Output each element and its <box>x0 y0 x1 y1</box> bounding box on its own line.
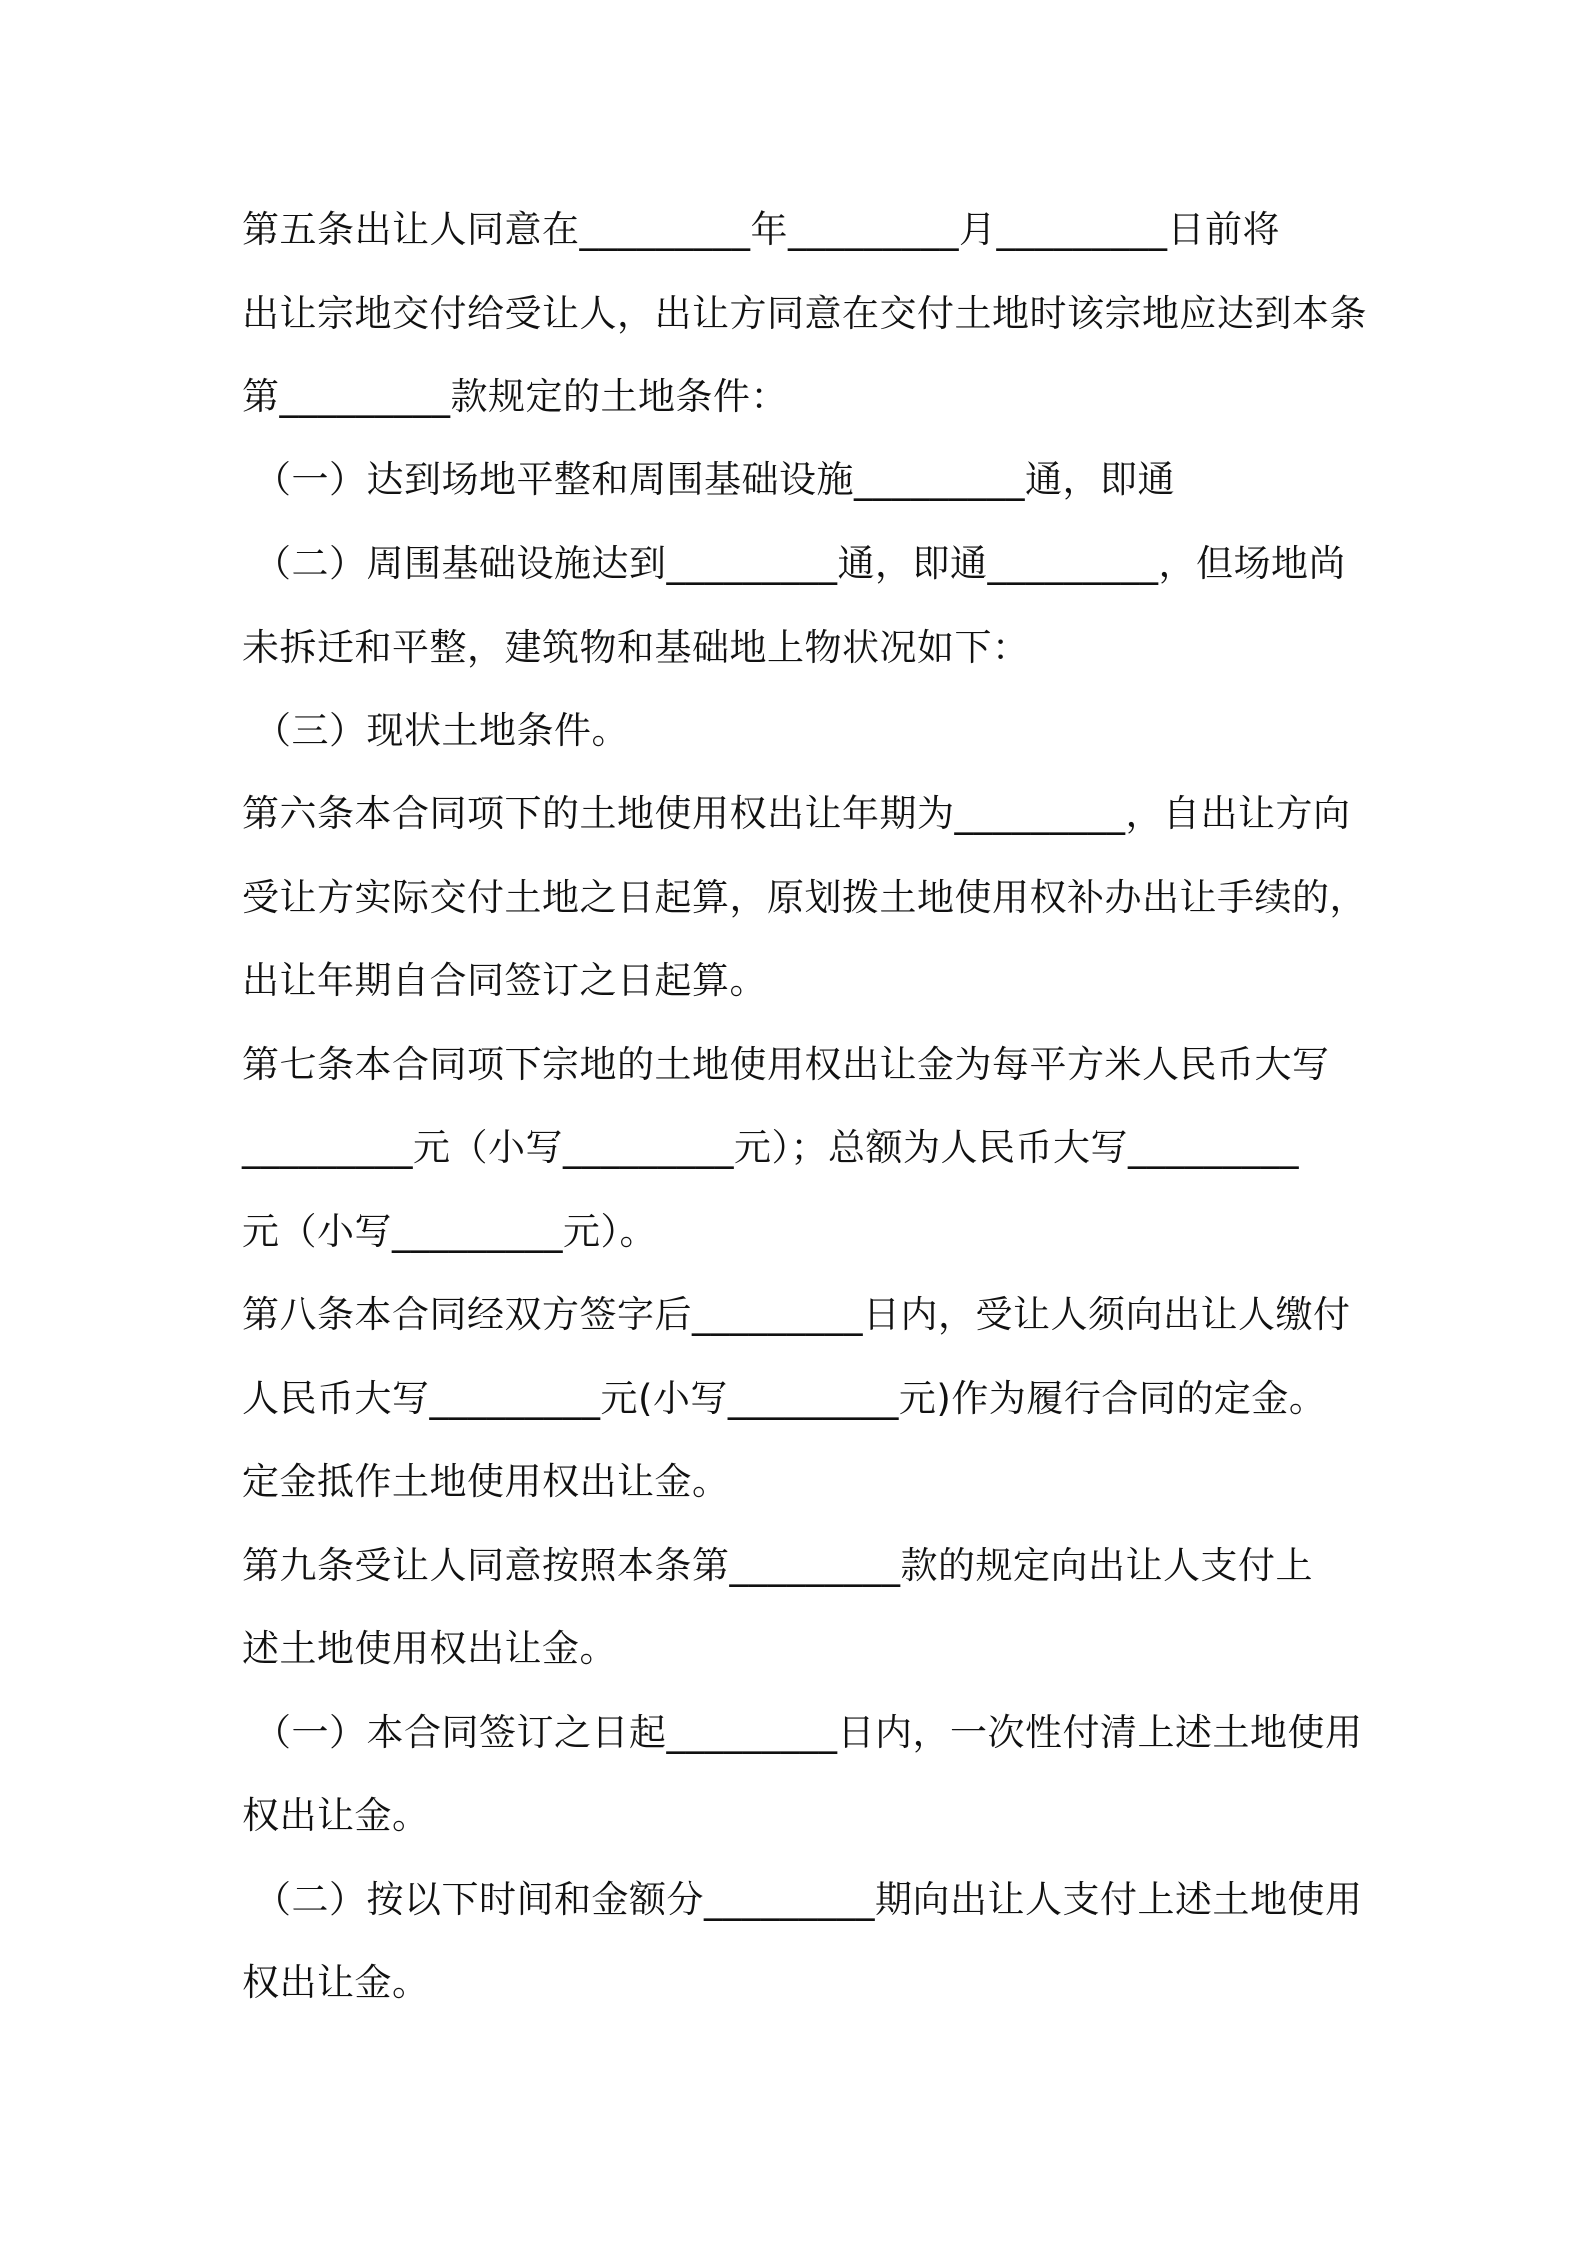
text-line: 第_________款规定的土地条件： <box>242 375 788 418</box>
text-line-article-5: 第五条出让人同意在_________年_________月_________日前将 <box>242 208 1280 251</box>
text-line-item-2: （二）按以下时间和金额分_________期向出让人支付上述土地使用 <box>254 1878 1363 1921</box>
text-line: 权出让金。 <box>242 1961 430 2004</box>
text-line-item-2: （二）周围基础设施达到_________通，即通_________，但场地尚 <box>254 542 1346 585</box>
text-line: 未拆迁和平整，建筑物和基础地上物状况如下： <box>242 626 1030 669</box>
text-line: 定金抵作土地使用权出让金。 <box>242 1460 730 1503</box>
text-line-item-1: （一）本合同签订之日起_________日内，一次性付清上述土地使用 <box>254 1711 1363 1754</box>
text-line: 元（小写_________元）。 <box>242 1210 657 1253</box>
text-line-article-7: 第七条本合同项下宗地的土地使用权出让金为每平方米人民币大写 <box>242 1043 1330 1086</box>
text-line: _________元（小写_________元）；总额为人民币大写_________ <box>242 1126 1299 1169</box>
text-line-article-6: 第六条本合同项下的土地使用权出让年期为_________，自出让方向 <box>242 792 1351 835</box>
text-line-item-3: （三）现状土地条件。 <box>254 709 629 752</box>
text-line: 权出让金。 <box>242 1794 430 1837</box>
text-line-article-8: 第八条本合同经双方签字后_________日内，受让人须向出让人缴付 <box>242 1293 1351 1336</box>
text-line: 出让宗地交付给受让人，出让方同意在交付土地时该宗地应达到本条 <box>242 292 1367 335</box>
text-line-article-9: 第九条受让人同意按照本条第_________款的规定向出让人支付上 <box>242 1544 1313 1587</box>
text-line-item-1: （一）达到场地平整和周围基础设施_________通，即通 <box>254 458 1175 501</box>
text-line: 受让方实际交付土地之日起算，原划拨土地使用权补办出让手续的， <box>242 876 1367 919</box>
text-line: 述土地使用权出让金。 <box>242 1627 617 1670</box>
text-line: 人民币大写_________元(小写_________元)作为履行合同的定金。 <box>242 1377 1327 1420</box>
text-line: 出让年期自合同签订之日起算。 <box>242 959 767 1002</box>
